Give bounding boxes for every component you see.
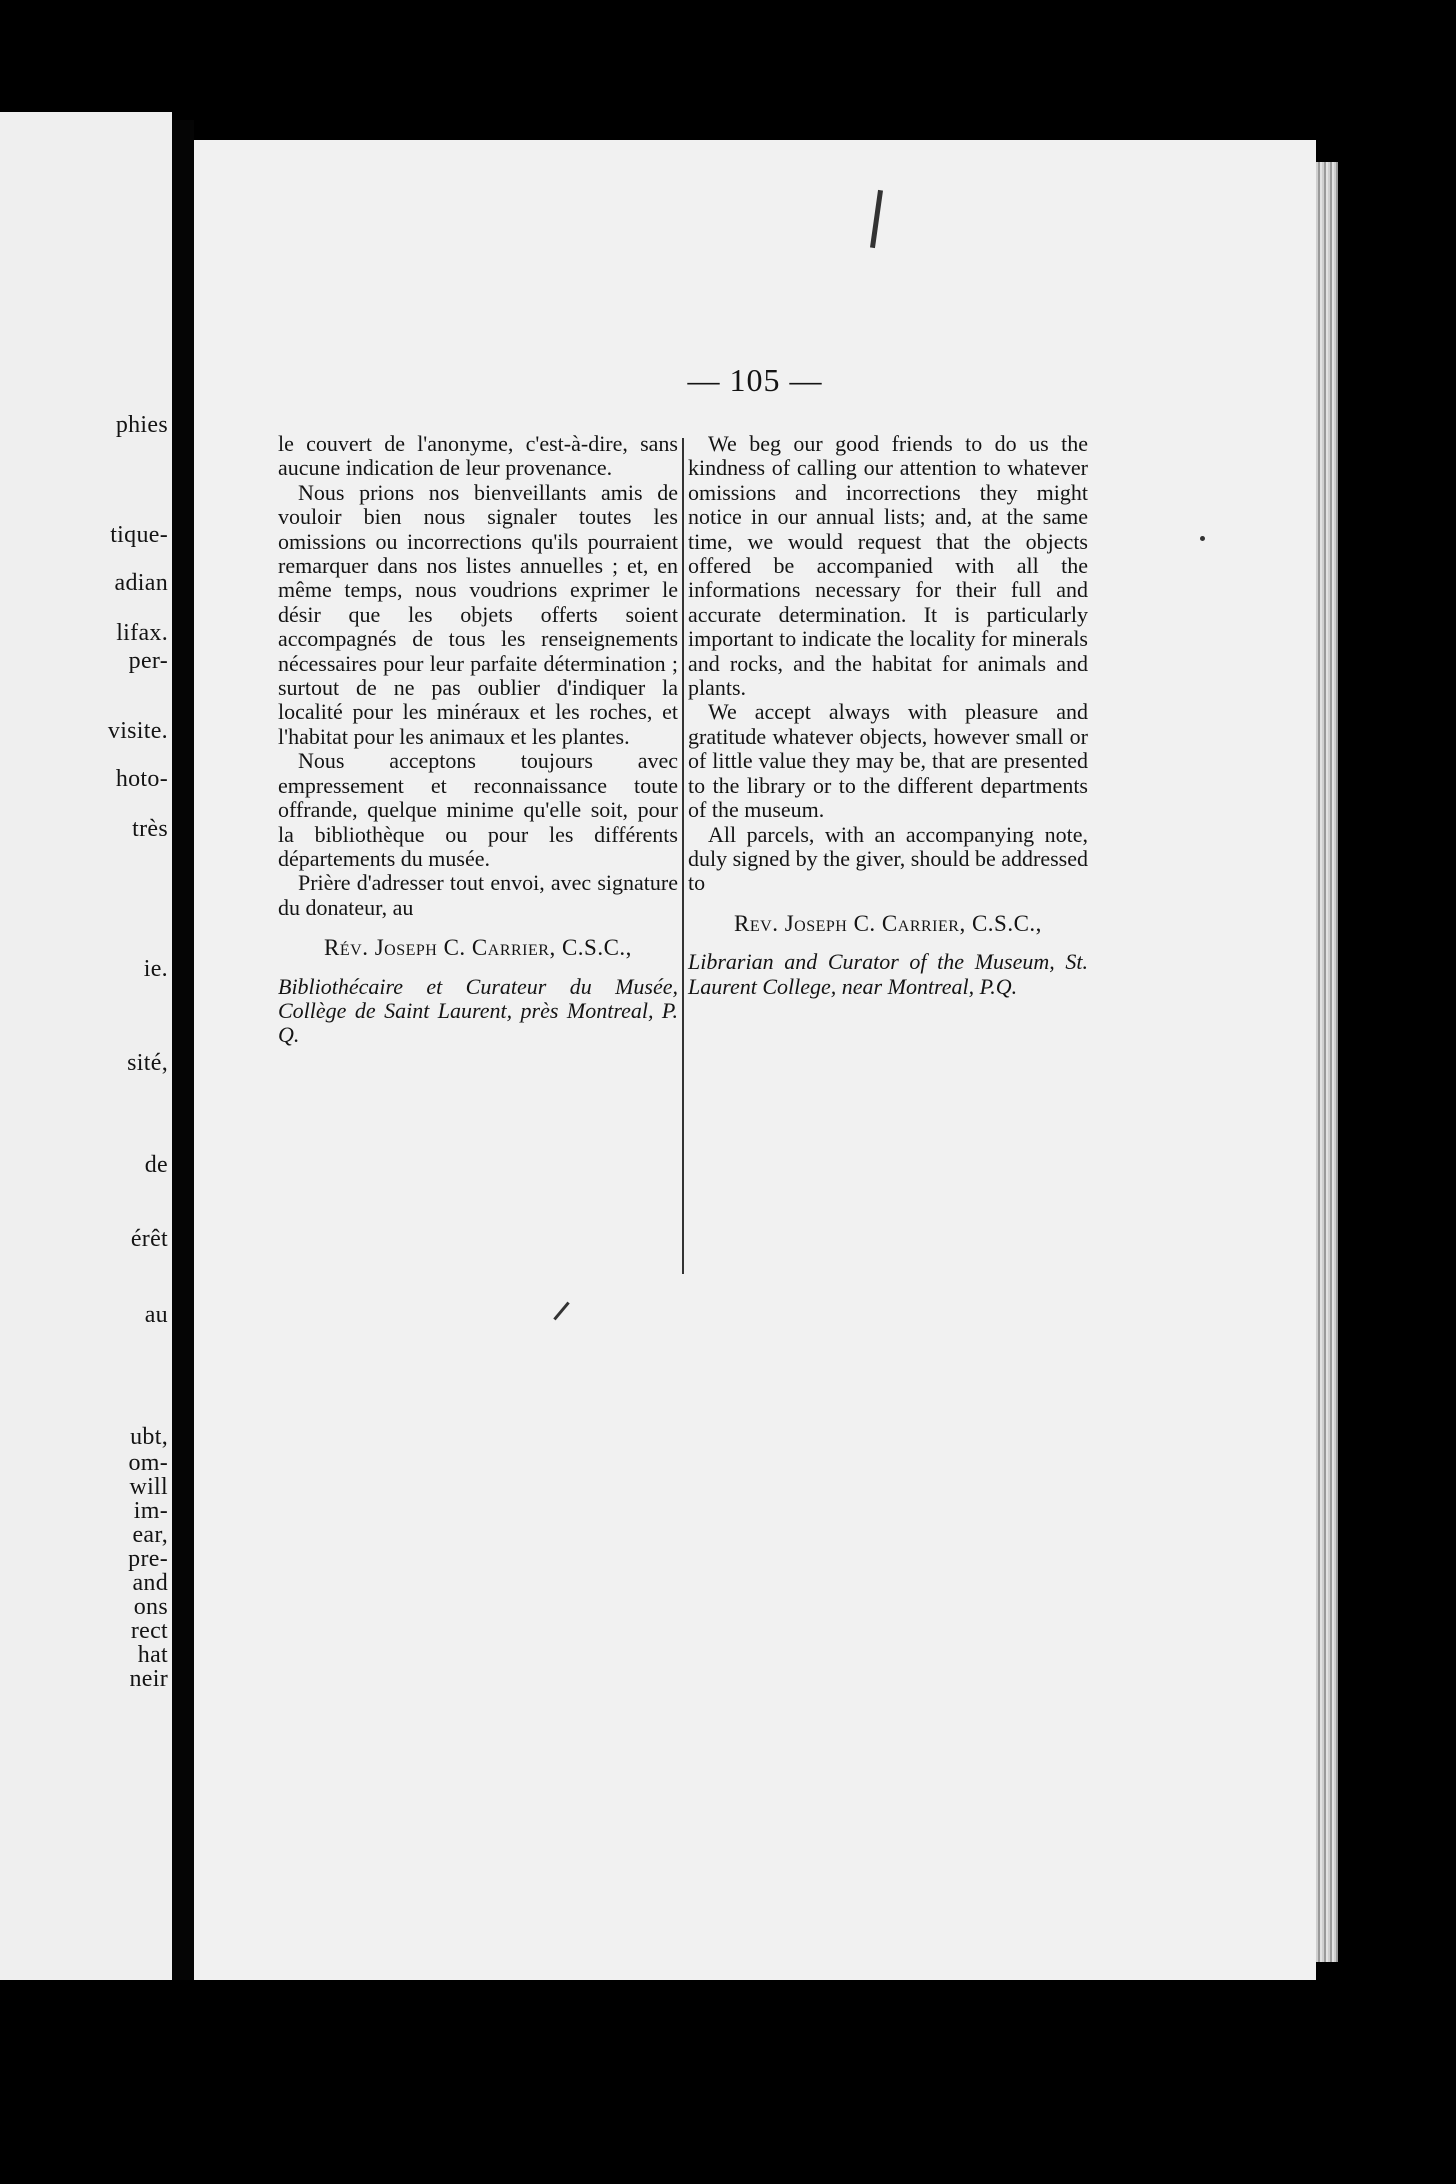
french-column [278,432,678,1048]
facing-page-line: adian [114,570,168,596]
facing-page-line: très [132,816,168,842]
french-address-title: Bibliothécaire et Curateur du Musée, Collège de Saint Laurent, près Montreal, P. Q. [278,973,678,1048]
facing-page-line: will [129,1474,168,1500]
facing-page-line: phies [115,412,168,438]
facing-page-line: ear, [132,1522,168,1548]
facing-page-line: de [144,1152,168,1178]
facing-page-line: hat [137,1642,168,1668]
ink-speck [553,1302,569,1321]
french-paragraph-2: Nous prions nos bienveillants amis de vouloir bien nous signaler toutes les omissions ou incorrections qu'ils pourraient remarquer dans nos listes annuelles ; et, en même temps, nous voudrions exprimer le désir que les objets offerts soient accompagnés de tous les renseignements nécessaires pour leur parfaite détermination ; surtout de ne pas oublier d'indiquer la localité pour les minéraux et les roches, et l'habitat pour les animaux et les plantes. [278,479,678,749]
english-column [688,432,1088,999]
french-address-name: Rév. Joseph C. Carrier, C.S.C., [324,935,632,961]
facing-page-line: érêt [130,1226,168,1252]
page-number: — 105 — [687,362,823,398]
english-paragraph-2: We accept always with pleasure and gratitude whatever objects, however small or of little value they may be, that are presented to the library or to the different departments of the museum. [688,699,1088,823]
english-address-title: Librarian and Curator of the Museum, St. Laurent College, near Montreal, P.Q. [688,949,1088,999]
facing-page-line: tique- [110,522,168,548]
page [194,140,1316,1980]
column-divider [682,438,684,1274]
facing-page-line: lifax. [116,620,168,646]
french-paragraph-4: Prière d'adresser tout envoi, avec signature du donateur, au [278,870,678,920]
facing-page-line: sité, [127,1050,168,1076]
facing-page-line: ie. [143,956,168,982]
french-paragraph-1: le couvert de l'anonyme, c'est-à-dire, sans aucune indication de leur provenance. [278,431,678,481]
facing-page-line: pre- [128,1546,168,1572]
facing-page-line: visite. [107,718,168,744]
ink-mark [870,190,883,248]
facing-page-line: hoto- [115,766,168,792]
facing-page-line: and [132,1570,168,1596]
facing-page-line: ubt, [130,1424,168,1450]
english-paragraph-3: All parcels, with an accompanying note, duly signed by the giver, should be addressed to [688,821,1088,896]
ink-speck [1200,536,1205,541]
facing-page-line: rect [130,1618,168,1644]
book-gutter [172,120,194,1980]
facing-page-line: per- [128,648,168,674]
french-paragraph-3: Nous acceptons toujours avec empressement et reconnaissance toute offrande, quelque minime qu'elle soit, pour la bibliothèque ou pour les différents départements du musée. [278,748,678,871]
facing-page-line: om- [128,1450,168,1476]
facing-page-fragment [0,112,172,1980]
facing-page-line: im- [133,1498,168,1524]
facing-page-line: au [144,1302,168,1328]
english-paragraph-1: We beg our good friends to do us the kindness of calling our attention to whatever omissions and incorrections they might notice in our annual lists; and, at the same time, we would request that the objects offered be accompanied with all the informations necessary for their full and accurate determination. It is particularly important to indicate the locality for minerals and rocks, and the habitat for animals and plants. [688,431,1088,701]
facing-page-line: neir [129,1666,168,1692]
facing-page-line: ons [133,1594,168,1620]
english-address-name: Rev. Joseph C. Carrier, C.S.C., [734,910,1042,936]
page-edge [1316,162,1338,1962]
